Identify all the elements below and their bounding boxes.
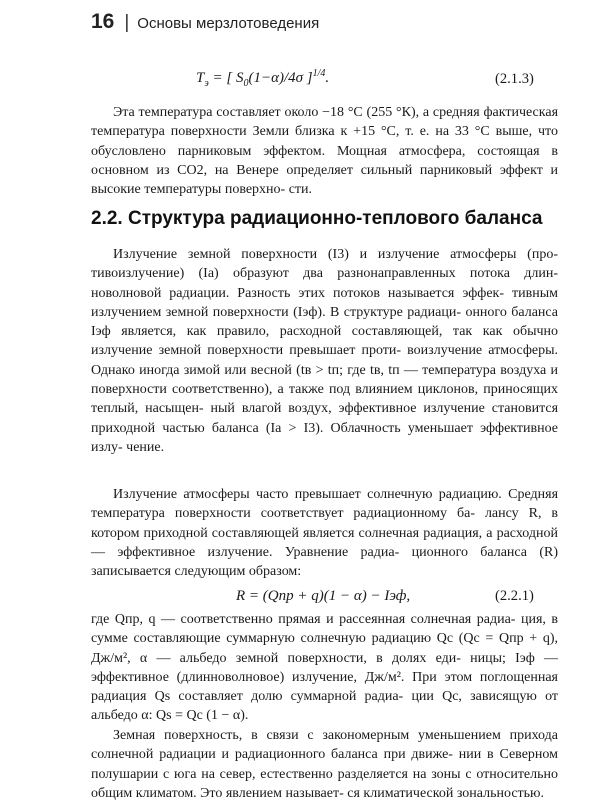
- paragraph-1-text: Эта температура составляет около −18 °С (255 °К), а средняя фактическая температура поверхности Земли близка к +15 °С, т. е. на 33 °С выше, что обусловлено парниковым эффектом. Мощная атмосфера, состоящая в основном из CO2, на Венере определяет сильный парниковый эффект и высокие температуры поверхно- сти.: [91, 105, 559, 198]
- section-title: 2.2. Структура радиационно-теплового баланса: [91, 208, 543, 229]
- paragraph-3-text: Излучение атмосферы часто превышает солнечную радиацию. Средняя температура поверхности соответствует радиационному ба- лансу R, в котором приходной составляющей является солнечная радиация, а расходной — эффективное излучение. Уравнение радиа- ционного баланса (R) записывается следующим образом:: [91, 487, 559, 580]
- paragraph-4-text: где Qпр, q — соответственно прямая и рассеянная солнечная радиа- ция, в сумме составляющие суммарную солнечную радиацию Qс (Qс = Qпр + q), Дж/м², α — альбедо земной поверхности, в долях еди- ницы; Iэф — эффективное (длинноволновое) излучение, Дж/м². При этом поглощенная радиация Qs составляет долю суммарной радиа- ции Qс, зависящую от альбедо α: Qs = Qс (1 − α).: [91, 612, 559, 724]
- equation-number-2-2-1: (2.2.1): [495, 588, 534, 604]
- page-number: 16: [91, 10, 115, 33]
- paragraph-5-text: Земная поверхность, в связи с закономерным уменьшением прихода солнечной радиации и радиационного баланса при движе- нии в Северном полушарии с юга на север, естественно разделяется на зоны с относительно общим климатом. Это явлением называет- ся климатической зональностью.: [91, 728, 559, 801]
- paragraph-1: [91, 103, 558, 199]
- running-title: Основы мерзлотоведения: [137, 15, 320, 32]
- paragraph-2-text: Излучение земной поверхности (I3) и излучение атмосферы (про- тивоизлучение) (Iа) образуют два разнонаправленных потока длин- новолновой радиации. Разность этих потоков называется эффек- тивным излучением земной поверхности (Iэф). В структуре радиаци- онного баланса Iэф является, как правило, расходной составляющей, так как обычно излучение земной поверхности превышает проти- воизлучение атмосферы. Однако иногда зимой или весной (tв > tп; где tв, tп — температура воздуха и поверхности соответственно), а также под влиянием циклонов, приносящих теплый, насыщен- ный влагой воздух, эффективное излучение становится приходной частью баланса (Iа > I3). Облачность уменьшает эффективное излу- чение.: [91, 247, 559, 455]
- page-header: [91, 10, 571, 40]
- formula-2-1-3: $T_э$ = [ $S_0(1-\alpha)/4\sigma$ ]$^{1/4}$.: [196, 68, 330, 89]
- paragraph-2: [91, 245, 558, 457]
- formula-2-2-1: R = (Qпр + q)(1 − α) − Iэф,: [236, 588, 411, 604]
- equation-number-2-1-3: (2.1.3): [495, 71, 534, 87]
- header-separator: |: [124, 12, 130, 33]
- paragraph-4: [91, 610, 558, 726]
- paragraph-5: [91, 726, 558, 803]
- paragraph-3: [91, 485, 558, 581]
